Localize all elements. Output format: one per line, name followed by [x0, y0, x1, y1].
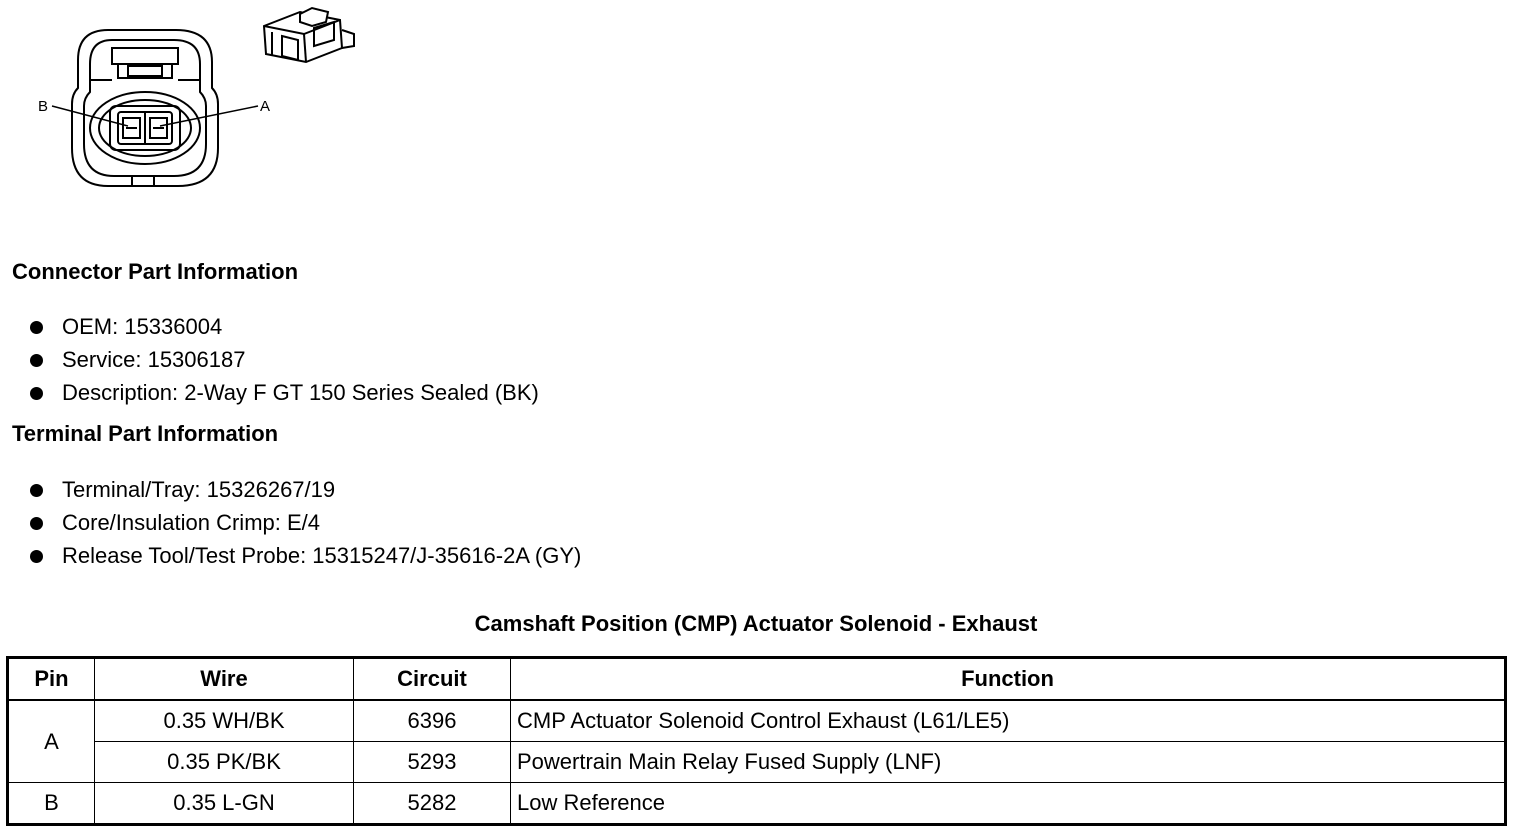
table-row — [8, 742, 1506, 783]
table-row — [8, 700, 1506, 742]
service-part-text: Service: 15306187 — [62, 347, 246, 372]
header-wire: Wire — [95, 658, 354, 701]
connector-part-info-list — [28, 310, 539, 409]
header-function: Function — [511, 658, 1506, 701]
pin-b-label: B — [38, 98, 49, 115]
connector-3d-thumbnail — [264, 8, 354, 62]
header-circuit: Circuit — [354, 658, 511, 701]
table-row — [8, 783, 1506, 825]
connector-diagram — [0, 0, 380, 200]
terminal-tray-text: Terminal/Tray: 15326267/19 — [62, 477, 336, 502]
bullet-icon — [30, 387, 43, 400]
list-item — [28, 506, 581, 539]
circuit-cell: 5293 — [354, 742, 511, 783]
circuit-cell: 6396 — [354, 700, 511, 742]
pin-table — [6, 656, 1507, 826]
circuit-cell: 5282 — [354, 783, 511, 825]
pin-a-label: A — [260, 98, 271, 115]
description-text: Description: 2-Way F GT 150 Series Sealed (BK) — [62, 380, 539, 405]
wire-cell: 0.35 L-GN — [95, 783, 354, 825]
list-item — [28, 376, 539, 409]
pin-cell: A — [8, 700, 95, 783]
wire-cell: 0.35 WH/BK — [95, 700, 354, 742]
list-item — [28, 310, 539, 343]
bullet-icon — [30, 517, 43, 530]
function-cell: CMP Actuator Solenoid Control Exhaust (L61/LE5) — [511, 700, 1506, 742]
crimp-text: Core/Insulation Crimp: E/4 — [62, 510, 320, 535]
terminal-part-info-list — [28, 473, 581, 572]
connector-part-info-heading: Connector Part Information — [12, 259, 299, 284]
wire-cell: 0.35 PK/BK — [95, 742, 354, 783]
pin-cell: B — [8, 783, 95, 825]
pin-table-title: Camshaft Position (CMP) Actuator Solenoid - Exhaust — [474, 611, 1038, 636]
bullet-icon — [30, 550, 43, 563]
list-item — [28, 473, 581, 506]
list-item — [28, 539, 581, 572]
function-cell: Powertrain Main Relay Fused Supply (LNF) — [511, 742, 1506, 783]
bullet-icon — [30, 354, 43, 367]
header-pin: Pin — [8, 658, 95, 701]
table-header-row — [8, 658, 1506, 701]
release-tool-text: Release Tool/Test Probe: 15315247/J-35616-2A (GY) — [62, 543, 582, 568]
list-item — [28, 343, 539, 376]
terminal-part-info-heading: Terminal Part Information — [12, 421, 279, 446]
bullet-icon — [30, 484, 43, 497]
oem-part-text: OEM: 15336004 — [62, 314, 223, 339]
bullet-icon — [30, 321, 43, 334]
function-cell: Low Reference — [511, 783, 1506, 825]
